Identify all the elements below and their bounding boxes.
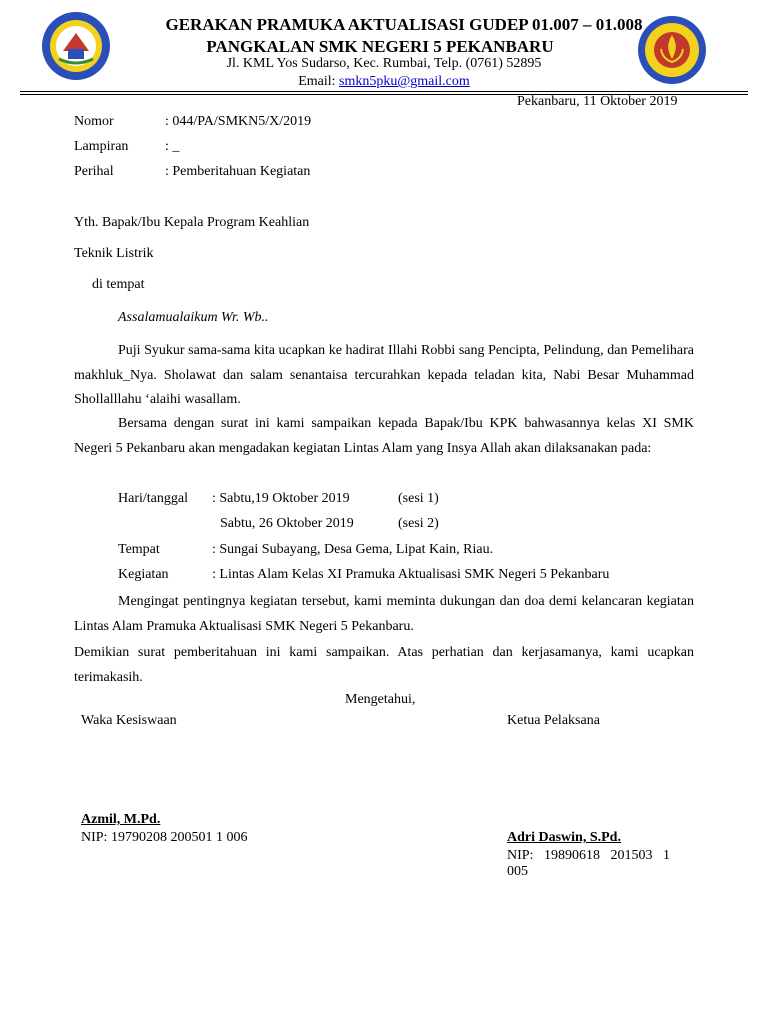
organization-address: Jl. KML Yos Sudarso, Kec. Rumbai, Telp. (0761) 52895 [226, 56, 542, 71]
right-signer-role: Ketua Pelaksana [507, 713, 600, 728]
meta-value-nomor: : 044/PA/SMKN5/X/2019 [165, 114, 312, 129]
right-signer-name: Adri Daswin, S.Pd. [507, 830, 621, 845]
paragraph-closing-text: Demikian surat pemberitahuan ini kami sampaikan. Atas perhatian dan kerjasamanya, kami ucapkan terimakasih. [74, 645, 694, 685]
paragraph-announcement [74, 412, 694, 461]
email-link[interactable]: smkn5pku@gmail.com [339, 74, 470, 89]
paragraph-announcement-text: Bersama dengan surat ini kami sampaikan kepada Bapak/Ibu KPK bahwasannya kelas XI SMK Negeri 5 Pekanbaru akan mengadakan kegiatan Lintas Alam yang Insya Allah akan dilaksanakan pada: [74, 416, 694, 456]
schedule-activity-label: Kegiatan [118, 567, 169, 582]
organization-subtitle: PANGKALAN SMK NEGERI 5 PEKANBARU [206, 37, 554, 56]
left-signer-name: Azmil, M.Pd. [81, 812, 161, 827]
schedule-session-1: (sesi 1) [398, 491, 439, 506]
recipient-line-1: Yth. Bapak/Ibu Kepala Program Keahlian [74, 215, 310, 230]
schedule-date-label: Hari/tanggal [118, 491, 188, 506]
schedule-place-label: Tempat [118, 542, 160, 557]
paragraph-support [74, 590, 694, 639]
paragraph-opening-text: Puji Syukur sama-sama kita ucapkan ke hadirat Illahi Robbi sang Pencipta, Pelindung, dan Pemelihara makhluk_Nya. Sholawat dan salam senantaisa tercurahkan kepada teladan kita, Nabi Besar Muhammad Shollalllahu ‘alaihi wasallam. [74, 343, 694, 407]
meta-label-nomor: Nomor [74, 114, 114, 129]
acknowledged-label: Mengetahui, [345, 692, 416, 707]
schedule-date-1: : Sabtu,19 Oktober 2019 [212, 491, 350, 506]
meta-label-lampiran: Lampiran [74, 139, 129, 154]
paragraph-support-text: Mengingat pentingnya kegiatan tersebut, kami meminta dukungan dan doa demi kelancaran kegiatan Lintas Alam Pramuka Aktualisasi SMK Negeri 5 Pekanbaru. [74, 594, 694, 634]
right-signer-nip-line-2: 005 [507, 864, 528, 879]
organization-email-line [0, 74, 768, 90]
right-signer-nip-line-1: NIP: 19890618 201503 1 [507, 848, 670, 863]
schedule-activity-value: : Lintas Alam Kelas XI Pramuka Aktualisasi SMK Negeri 5 Pekanbaru [212, 567, 610, 582]
left-signer-role: Waka Kesiswaan [81, 713, 177, 728]
meta-label-perihal: Perihal [74, 164, 114, 179]
organization-title: GERAKAN PRAMUKA AKTUALISASI GUDEP 01.007 – 01.008 [165, 15, 643, 34]
greeting: Assalamualaikum Wr. Wb.. [118, 310, 269, 325]
paragraph-closing [74, 641, 694, 690]
recipient-line-2: Teknik Listrik [74, 246, 154, 261]
schedule-date-2: Sabtu, 26 Oktober 2019 [220, 516, 354, 531]
schedule-place-value: : Sungai Subayang, Desa Gema, Lipat Kain, Riau. [212, 542, 494, 557]
recipient-place: di tempat [92, 277, 145, 292]
header-rule-top [20, 91, 748, 92]
meta-value-perihal: : Pemberitahuan Kegiatan [165, 164, 311, 179]
letter-place-date: Pekanbaru, 11 Oktober 2019 [517, 94, 678, 109]
paragraph-opening [74, 339, 694, 413]
schedule-session-2: (sesi 2) [398, 516, 439, 531]
left-signer-nip: NIP: 19790208 200501 1 006 [81, 830, 248, 845]
email-label: Email: [298, 74, 336, 89]
meta-value-lampiran: : _ [165, 139, 180, 154]
